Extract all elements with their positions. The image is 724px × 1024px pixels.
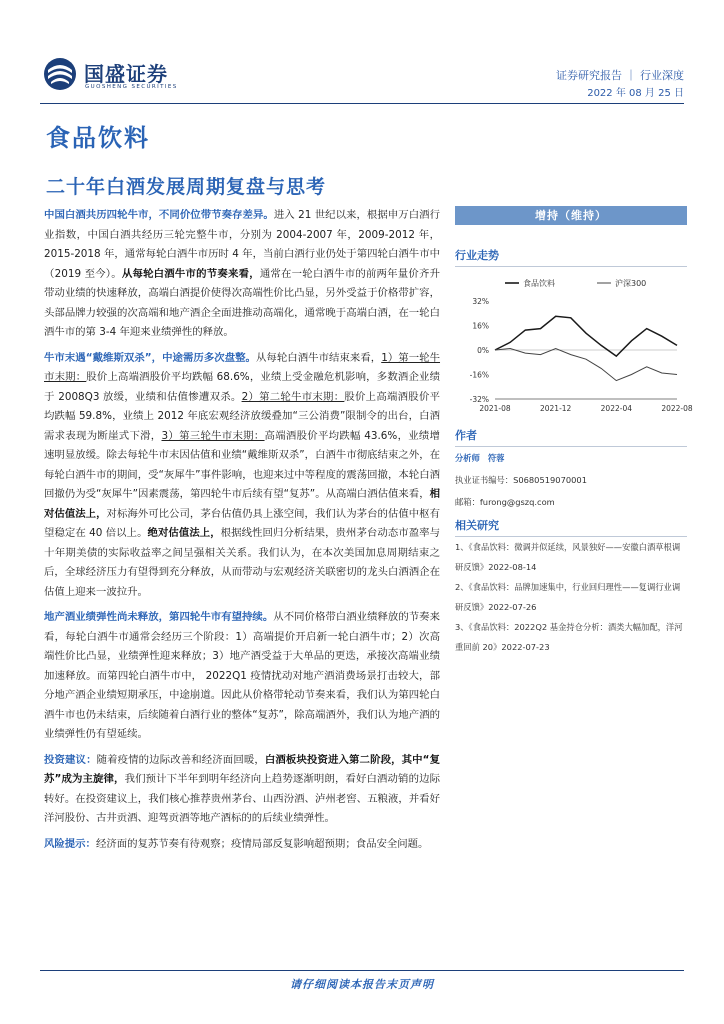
rating-badge: 增持（维持） — [455, 206, 687, 225]
paragraph-cycles — [44, 206, 440, 343]
series-line-2 — [495, 349, 677, 381]
paragraph-underline: 2）第二轮牛市末期： — [241, 390, 345, 403]
paragraph-text: 进入 21 世纪以来，根据申万白酒行业指数，中国白酒共经历三轮完整牛市，分别为 2004-2007 年，2009-2012 年，2015-2018 年，通常每轮白酒牛市历时 4 年，当前白酒行业仍处于第四轮白酒牛市中（2019 至今）。 — [44, 209, 441, 280]
related-item-1[interactable]: 1、《食品饮料：微调并似延续，风景独好——安徽白酒草根调研反馈》2022-08-14 — [455, 542, 681, 572]
paragraph-emphasis: 绝对估值法上， — [147, 527, 221, 539]
analyst-line — [455, 447, 687, 469]
author-heading: 作者 — [455, 427, 687, 447]
report-date: 2022 年 08 月 25 日 — [587, 88, 684, 99]
paragraph-lead: 风险提示： — [44, 837, 96, 850]
paragraph-text: 从每轮白酒牛市结束来看， — [256, 351, 382, 364]
paragraph-text: 股价上高端酒股价平均跌幅 59.8%，业绩上 2012 年底宏观经济放缓叠加“三公消费”限制令的出台，白酒需求表现为断崖式下滑， — [44, 390, 440, 442]
report-title: 二十年白酒发展周期复盘与思考 — [46, 176, 327, 198]
paragraph-lead: 地产酒业绩弹性尚未释放，第四轮牛市有望持续。 — [44, 611, 274, 623]
paragraph-text: 我们预计下半年到明年经济向上趋势逐渐明朗，看好白酒动销的边际转好。在投资建议上，我们核心推荐贵州茅台、山西汾酒、泸州老窖、五粮液，并看好洋河股份、古井贡酒、迎驾贡酒等地产酒标的的后续业绩弹性。 — [44, 773, 440, 824]
paragraph-emphasis: 从每轮白酒牛市的节奏来看， — [121, 267, 260, 280]
paragraph-risk — [44, 835, 440, 855]
header-divider — [40, 103, 684, 104]
sidebar — [455, 206, 693, 657]
main-text — [44, 206, 440, 860]
analyst-cert: 执业证书编号：S0680519070001 — [455, 475, 587, 485]
y-tick-label: 16% — [472, 321, 489, 331]
paragraph-text: 经济面的复苏节奏有待观察；疫情局部反复影响超预期；食品安全问题。 — [95, 837, 429, 850]
paragraph-lead: 牛市末遇“戴维斯双杀”，中途需历多次盘整。 — [44, 351, 256, 364]
paragraph-underline: 3）第三轮牛市末期： — [161, 429, 265, 442]
paragraph-investment — [44, 751, 440, 829]
report-type: 证券研究报告 ｜ 行业深度 — [556, 69, 684, 82]
y-tick-label: 32% — [472, 297, 489, 306]
company-name-cn: 国盛证券 — [84, 62, 168, 86]
analyst-name: 符蓉 — [487, 453, 505, 463]
paragraph-emphasis: 相对估值法上， — [44, 488, 440, 520]
paragraph-lead: 中国白酒共历四轮牛市，不同价位带节奏存差异。 — [44, 209, 274, 221]
footer-disclaimer[interactable]: 请仔细阅读本报告末页声明 — [290, 978, 434, 991]
x-tick-label: 2022-08 — [661, 404, 693, 413]
trend-chart-svg — [455, 271, 693, 419]
industry-title: 食品饮料 — [46, 124, 150, 152]
legend-label: 沪深300 — [615, 279, 647, 288]
paragraph-local-liquor — [44, 608, 440, 745]
x-tick-label: 2022-04 — [600, 404, 633, 413]
trend-chart — [455, 271, 693, 419]
y-tick-label: -32% — [469, 395, 489, 404]
paragraph-lead: 投资建议： — [44, 753, 97, 766]
paragraph-text: 高端酒股价平均跌幅 43.6%，业绩增速明显放缓。除去每轮牛市末因估值和业绩“戴维斯双杀”，白酒牛市彻底结束之外，在每轮白酒牛市的期间，受“灰犀牛”事件影响，也迎来过中等程度的震荡回撤，本轮白酒回撤仍为受“灰犀牛”因素震荡，第四轮牛市后续有望“复苏”。从高端白酒估值来看， — [44, 429, 441, 500]
paragraph-text: 对标海外可比公司，茅台估值仍具上涨空间，我们认为茅台的估值中枢有望稳定在 40 倍以上。 — [44, 507, 440, 539]
paragraph-underline: 1）第一轮牛市末期： — [44, 351, 441, 383]
paragraph-text: 通常在一轮白酒牛市的前两年量价齐升带动业绩的快速释放，高端白酒提价使得次高端性价比凸显，另外受益于价格带扩容，头部品牌力较强的次高端和地产酒企全面进推动高端化，通常晚于高端白酒，在一轮白酒牛市的第 3-4 年迎来业绩弹性的释放。 — [44, 267, 441, 338]
company-name-en: GUOSHENG SECURITIES — [85, 84, 178, 90]
legend-label: 食品饮料 — [523, 279, 555, 288]
paragraph-text: 随着疫情的边际改善和经济面回暖， — [96, 753, 265, 766]
paragraph-emphasis: 白酒板块投资进入第二阶段，其中“复苏”成为主旋律， — [44, 753, 441, 785]
analyst-label: 分析师 — [455, 453, 480, 463]
paragraph-text: 股价上高端酒股价平均跌幅 68.6%，业绩上受金融危机影响，多数酒企业绩于 2008Q3 放缓，业绩和估值惨遭双杀。 — [44, 371, 440, 403]
related-item-2[interactable]: 2、《食品饮料：品牌加速集中，行业回归理性——复调行业调研反馈》2022-07-26 — [455, 582, 681, 612]
y-tick-label: -16% — [469, 370, 489, 380]
paragraph-text: 从不同价格带白酒业绩释放的节奏来看，每轮白酒牛市通常会经历三个阶段：1）高端提价开启新一轮白酒牛市；2）次高端性价比凸显，业绩弹性迎来释放；3）地产酒受益于大单品的更迭，承接次高端业绩加速释放。而第四轮白酒牛市中， 2022Q1 疫情扰动对地产酒消费场景打击较大，部分地产酒企业绩短期承压，中途崩道。因此从价格带轮动节奏来看，我们认为第四轮白酒牛市也仍未结束，后续随着白酒行业的整体“复苏”，除高端酒外，我们认为地产酒的业绩弹性仍有望延续。 — [44, 611, 440, 740]
guosheng-logo-icon — [42, 56, 78, 92]
x-tick-label: 2021-08 — [479, 404, 511, 413]
footer-divider — [40, 970, 684, 971]
analyst-email: 邮箱：furong@gszq.com — [455, 497, 555, 507]
related-heading: 相关研究 — [455, 517, 687, 537]
x-tick-label: 2021-12 — [539, 404, 572, 413]
trend-heading: 行业走势 — [455, 247, 687, 267]
paragraph-bull-market-end — [44, 349, 440, 603]
paragraph-text: 根据线性回归分析结果，贵州茅台动态市盈率与十年期美债的实际收益率之间呈强相关关系。我们认为，在本次美国加息周期结束之后，全球经济压力有望得到充分释放，从而带动与宏观经济关联密切的龙头白酒酒企在估值上迎来一波拉升。 — [44, 527, 441, 598]
related-item-3[interactable]: 3、《食品饮料：2022Q2 基金持仓分析：酒类大幅加配，洋河重回前 20》2022-07-23 — [455, 622, 683, 652]
y-tick-label: 0% — [477, 346, 489, 355]
company-logo — [42, 56, 202, 96]
